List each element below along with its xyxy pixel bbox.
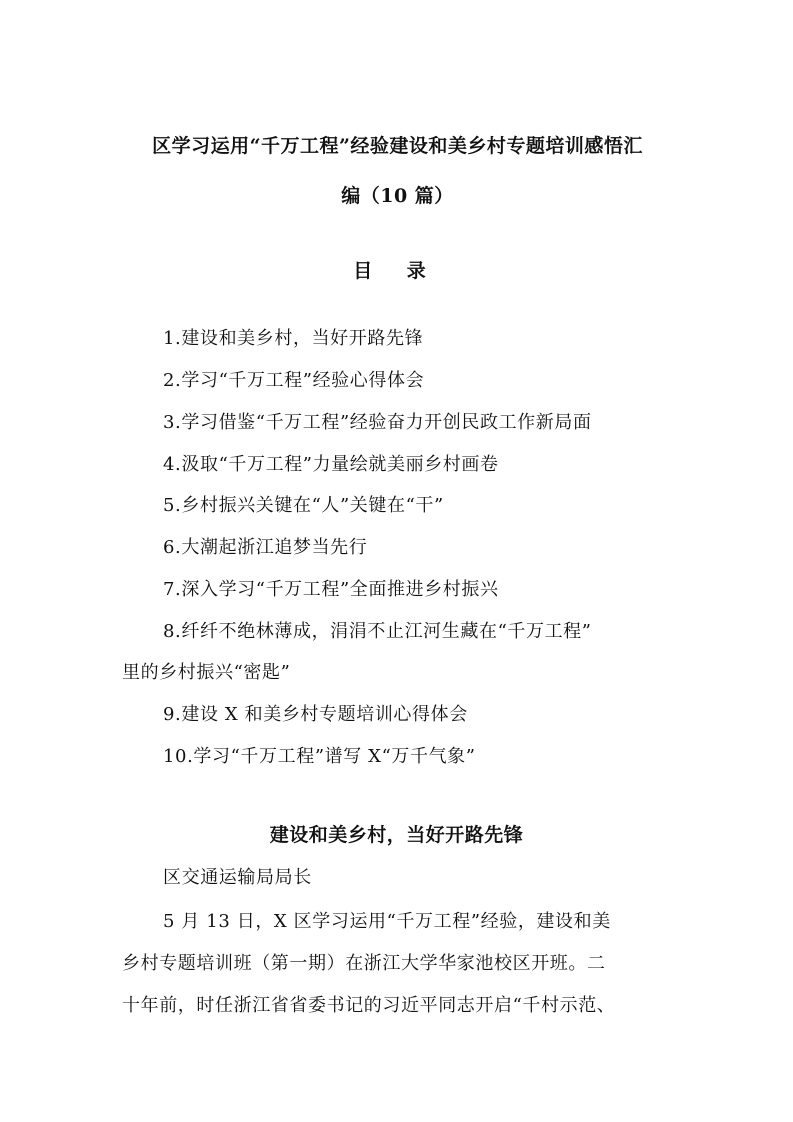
toc-item-4: 4.汲取“千万工程”力量绘就美丽乡村画卷: [163, 454, 499, 475]
article-paragraph-line-2: 乡村专题培训班（第一期）在浙江大学华家池校区开班。二: [122, 953, 606, 974]
article-paragraph-line-3: 十年前，时任浙江省省委书记的习近平同志开启“千村示范、: [122, 995, 616, 1016]
toc-item-7: 7.深入学习“千万工程”全面推进乡村振兴: [163, 579, 499, 600]
article-author: 区交通运输局局长: [163, 867, 312, 888]
toc-item-10: 10.学习“千万工程”谱写 X“万千气象”: [163, 746, 476, 767]
article-title: 建设和美乡村，当好开路先锋: [269, 824, 524, 846]
toc-item-9: 9.建设 X 和美乡村专题培训心得体会: [163, 704, 468, 725]
article-paragraph-line-1: 5 月 13 日，X 区学习运用“千万工程”经验，建设和美: [163, 911, 611, 932]
toc-item-1: 1.建设和美乡村，当好开路先锋: [163, 328, 424, 349]
document-title-line-1: 区学习运用“千万工程”经验建设和美乡村专题培训感悟汇: [152, 135, 643, 157]
toc-heading: 目 录: [353, 260, 440, 282]
toc-item-8: 8.纤纤不绝林薄成，涓涓不止江河生藏在“千万工程”: [163, 621, 592, 642]
document-title-line-2: 编（10 篇）: [341, 185, 454, 207]
toc-item-5: 5.乡村振兴关键在“人”关键在“干”: [163, 495, 444, 516]
toc-item-3: 3.学习借鉴“千万工程”经验奋力开创民政工作新局面: [163, 412, 592, 433]
toc-item-8-continued: 里的乡村振兴“密匙”: [122, 662, 291, 683]
toc-item-2: 2.学习“千万工程”经验心得体会: [163, 370, 425, 391]
toc-item-6: 6.大潮起浙江追梦当先行: [163, 537, 368, 558]
